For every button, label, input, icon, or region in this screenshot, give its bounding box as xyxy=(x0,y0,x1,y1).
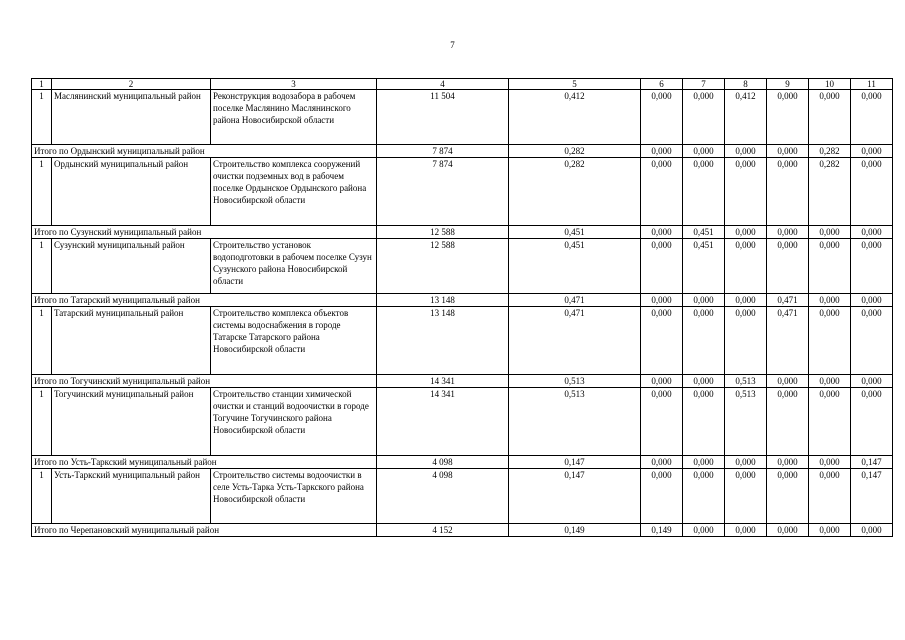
total-label: Итого по Тогучинский муниципальный район xyxy=(32,375,377,388)
value-cell-v4: 4 098 xyxy=(377,456,509,469)
value-cell-v4: 11 504 xyxy=(377,90,509,145)
value-cell-v5: 0,282 xyxy=(509,145,641,158)
value-cell-v6: 0,000 xyxy=(641,226,683,239)
value-cell-v11: 0,000 xyxy=(851,226,893,239)
district-name: Сузунский муниципальный район xyxy=(52,239,211,294)
value-cell-v5: 0,451 xyxy=(509,239,641,294)
value-cell-v10: 0,282 xyxy=(809,145,851,158)
district-name: Тогучинский муниципальный район xyxy=(52,388,211,456)
row-number: 1 xyxy=(32,239,52,294)
value-cell-v8: 0,000 xyxy=(725,524,767,537)
row-number: 1 xyxy=(32,388,52,456)
total-label: Итого по Черепановский муниципальный район xyxy=(32,524,377,537)
value-cell-v7: 0,000 xyxy=(683,375,725,388)
value-cell-v8: 0,000 xyxy=(725,294,767,307)
value-cell-v9: 0,000 xyxy=(767,375,809,388)
value-cell-v11: 0,147 xyxy=(851,456,893,469)
value-cell-v6: 0,000 xyxy=(641,469,683,524)
item-row xyxy=(32,158,893,226)
value-cell-v9: 0,000 xyxy=(767,456,809,469)
value-cell-v7: 0,000 xyxy=(683,524,725,537)
value-cell-v10: 0,000 xyxy=(809,388,851,456)
value-cell-v8: 0,513 xyxy=(725,388,767,456)
value-cell-v9: 0,471 xyxy=(767,307,809,375)
value-cell-v10: 0,000 xyxy=(809,456,851,469)
value-cell-v7: 0,000 xyxy=(683,145,725,158)
value-cell-v8: 0,000 xyxy=(725,158,767,226)
total-row xyxy=(32,145,893,158)
value-cell-v4: 4 152 xyxy=(377,524,509,537)
value-cell-v9: 0,000 xyxy=(767,388,809,456)
project-description: Строительство системы водоочистки в селе Усть-Тарка Усть-Таркского района Новосибирской области xyxy=(211,469,377,524)
value-cell-v11: 0,147 xyxy=(851,469,893,524)
value-cell-v8: 0,000 xyxy=(725,456,767,469)
district-name: Ордынский муниципальный район xyxy=(52,158,211,226)
value-cell-v7: 0,000 xyxy=(683,307,725,375)
value-cell-v6: 0,149 xyxy=(641,524,683,537)
value-cell-v4: 7 874 xyxy=(377,145,509,158)
value-cell-v6: 0,000 xyxy=(641,456,683,469)
value-cell-v10: 0,282 xyxy=(809,158,851,226)
row-number: 1 xyxy=(32,158,52,226)
value-cell-v9: 0,000 xyxy=(767,90,809,145)
total-label: Итого по Татарский муниципальный район xyxy=(32,294,377,307)
project-description: Строительство комплекса сооружений очистки подземных вод в рабочем поселке Ордынское Ордынского района Новосибирской области xyxy=(211,158,377,226)
total-label: Итого по Сузунский муниципальный район xyxy=(32,226,377,239)
value-cell-v5: 0,451 xyxy=(509,226,641,239)
header-cell: 8 xyxy=(725,79,767,90)
value-cell-v8: 0,000 xyxy=(725,307,767,375)
value-cell-v9: 0,000 xyxy=(767,469,809,524)
total-row xyxy=(32,524,893,537)
row-number: 1 xyxy=(32,307,52,375)
value-cell-v10: 0,000 xyxy=(809,524,851,537)
header-cell: 3 xyxy=(211,79,377,90)
value-cell-v9: 0,000 xyxy=(767,145,809,158)
value-cell-v6: 0,000 xyxy=(641,307,683,375)
header-cell: 1 xyxy=(32,79,52,90)
value-cell-v4: 12 588 xyxy=(377,239,509,294)
total-row xyxy=(32,226,893,239)
value-cell-v6: 0,000 xyxy=(641,239,683,294)
value-cell-v7: 0,000 xyxy=(683,469,725,524)
value-cell-v6: 0,000 xyxy=(641,388,683,456)
total-row xyxy=(32,375,893,388)
budget-table xyxy=(31,78,893,537)
value-cell-v5: 0,149 xyxy=(509,524,641,537)
item-row xyxy=(32,307,893,375)
value-cell-v9: 0,000 xyxy=(767,226,809,239)
header-cell: 10 xyxy=(809,79,851,90)
value-cell-v8: 0,513 xyxy=(725,375,767,388)
district-name: Татарский муниципальный район xyxy=(52,307,211,375)
value-cell-v6: 0,000 xyxy=(641,158,683,226)
value-cell-v5: 0,147 xyxy=(509,456,641,469)
value-cell-v9: 0,000 xyxy=(767,524,809,537)
project-description: Реконструкция водозабора в рабочем поселке Маслянино Маслянинского района Новосибирской области xyxy=(211,90,377,145)
value-cell-v11: 0,000 xyxy=(851,90,893,145)
value-cell-v8: 0,000 xyxy=(725,226,767,239)
value-cell-v8: 0,000 xyxy=(725,239,767,294)
value-cell-v9: 0,000 xyxy=(767,239,809,294)
value-cell-v7: 0,000 xyxy=(683,388,725,456)
table-body xyxy=(32,79,893,537)
value-cell-v8: 0,000 xyxy=(725,145,767,158)
value-cell-v4: 12 588 xyxy=(377,226,509,239)
header-cell: 4 xyxy=(377,79,509,90)
value-cell-v4: 14 341 xyxy=(377,375,509,388)
page-number: 7 xyxy=(450,40,455,50)
value-cell-v5: 0,147 xyxy=(509,469,641,524)
row-number: 1 xyxy=(32,90,52,145)
item-row xyxy=(32,90,893,145)
value-cell-v9: 0,000 xyxy=(767,158,809,226)
value-cell-v4: 14 341 xyxy=(377,388,509,456)
value-cell-v11: 0,000 xyxy=(851,388,893,456)
value-cell-v6: 0,000 xyxy=(641,294,683,307)
header-row xyxy=(32,79,893,90)
value-cell-v8: 0,412 xyxy=(725,90,767,145)
total-row xyxy=(32,294,893,307)
header-cell: 5 xyxy=(509,79,641,90)
value-cell-v10: 0,000 xyxy=(809,239,851,294)
district-name: Маслянинский муниципальный район xyxy=(52,90,211,145)
value-cell-v10: 0,000 xyxy=(809,375,851,388)
value-cell-v10: 0,000 xyxy=(809,469,851,524)
value-cell-v6: 0,000 xyxy=(641,375,683,388)
value-cell-v10: 0,000 xyxy=(809,226,851,239)
value-cell-v4: 13 148 xyxy=(377,307,509,375)
project-description: Строительство станции химической очистки и станций водоочистки в городе Тогучине Тогучинского района Новосибирской области xyxy=(211,388,377,456)
value-cell-v7: 0,000 xyxy=(683,456,725,469)
value-cell-v10: 0,000 xyxy=(809,294,851,307)
value-cell-v7: 0,000 xyxy=(683,90,725,145)
value-cell-v11: 0,000 xyxy=(851,145,893,158)
total-label: Итого по Ордынский муниципальный район xyxy=(32,145,377,158)
value-cell-v4: 7 874 xyxy=(377,158,509,226)
value-cell-v10: 0,000 xyxy=(809,90,851,145)
value-cell-v5: 0,412 xyxy=(509,90,641,145)
value-cell-v4: 13 148 xyxy=(377,294,509,307)
value-cell-v5: 0,513 xyxy=(509,375,641,388)
value-cell-v7: 0,451 xyxy=(683,226,725,239)
project-description: Строительство установок водоподготовки в рабочем поселке Сузун Сузунского района Новосибирской области xyxy=(211,239,377,294)
value-cell-v5: 0,471 xyxy=(509,307,641,375)
value-cell-v6: 0,000 xyxy=(641,145,683,158)
header-cell: 9 xyxy=(767,79,809,90)
value-cell-v6: 0,000 xyxy=(641,90,683,145)
value-cell-v7: 0,451 xyxy=(683,239,725,294)
value-cell-v11: 0,000 xyxy=(851,307,893,375)
value-cell-v11: 0,000 xyxy=(851,524,893,537)
value-cell-v9: 0,471 xyxy=(767,294,809,307)
value-cell-v5: 0,282 xyxy=(509,158,641,226)
value-cell-v4: 4 098 xyxy=(377,469,509,524)
header-cell: 2 xyxy=(52,79,211,90)
project-description: Строительство комплекса объектов системы водоснабжения в городе Татарске Татарского района Новосибирской области xyxy=(211,307,377,375)
item-row xyxy=(32,469,893,524)
item-row xyxy=(32,239,893,294)
value-cell-v7: 0,000 xyxy=(683,294,725,307)
row-number: 1 xyxy=(32,469,52,524)
value-cell-v10: 0,000 xyxy=(809,307,851,375)
value-cell-v11: 0,000 xyxy=(851,158,893,226)
value-cell-v5: 0,513 xyxy=(509,388,641,456)
header-cell: 7 xyxy=(683,79,725,90)
value-cell-v11: 0,000 xyxy=(851,375,893,388)
header-cell: 11 xyxy=(851,79,893,90)
total-row xyxy=(32,456,893,469)
header-cell: 6 xyxy=(641,79,683,90)
value-cell-v11: 0,000 xyxy=(851,239,893,294)
value-cell-v8: 0,000 xyxy=(725,469,767,524)
district-name: Усть-Таркский муниципальный район xyxy=(52,469,211,524)
total-label: Итого по Усть-Таркский муниципальный район xyxy=(32,456,377,469)
item-row xyxy=(32,388,893,456)
value-cell-v7: 0,000 xyxy=(683,158,725,226)
value-cell-v11: 0,000 xyxy=(851,294,893,307)
value-cell-v5: 0,471 xyxy=(509,294,641,307)
